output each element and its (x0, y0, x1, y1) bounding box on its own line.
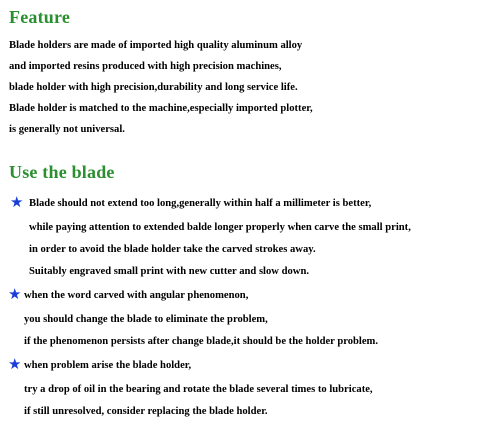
use-blade-heading: Use the blade (9, 162, 115, 182)
bullet-line: in order to avoid the blade holder take the carved strokes away. (29, 244, 316, 255)
bullet-lead: Blade should not extend too long,generally within half a millimeter is better, (29, 198, 372, 209)
bullet-lead: when problem arise the blade holder, (24, 360, 192, 371)
bullet-line: Suitably engraved small print with new cutter and slow down. (29, 266, 309, 277)
feature-line: Blade holders are made of imported high quality aluminum alloy (9, 40, 303, 51)
star-icon: ★ (8, 355, 22, 373)
star-icon: ★ (10, 193, 24, 211)
bullet-line: while paying attention to extended balde longer properly when carve the small print, (29, 222, 411, 233)
bullet-lead: when the word carved with angular phenomenon, (24, 290, 249, 301)
feature-line: is generally not universal. (9, 124, 125, 135)
feature-line: Blade holder is matched to the machine,especially imported plotter, (9, 103, 313, 114)
feature-line: and imported resins produced with high precision machines, (9, 61, 282, 72)
bullet-line: you should change the blade to eliminate the problem, (24, 314, 268, 325)
star-icon: ★ (8, 285, 22, 303)
feature-line: blade holder with high precision,durability and long service life. (9, 82, 298, 93)
bullet-line: try a drop of oil in the bearing and rotate the blade several times to lubricate, (24, 384, 373, 395)
bullet-line: if still unresolved, consider replacing the blade holder. (24, 406, 268, 417)
feature-heading: Feature (9, 7, 71, 27)
bullet-line: if the phenomenon persists after change blade,it should be the holder problem. (24, 336, 379, 347)
